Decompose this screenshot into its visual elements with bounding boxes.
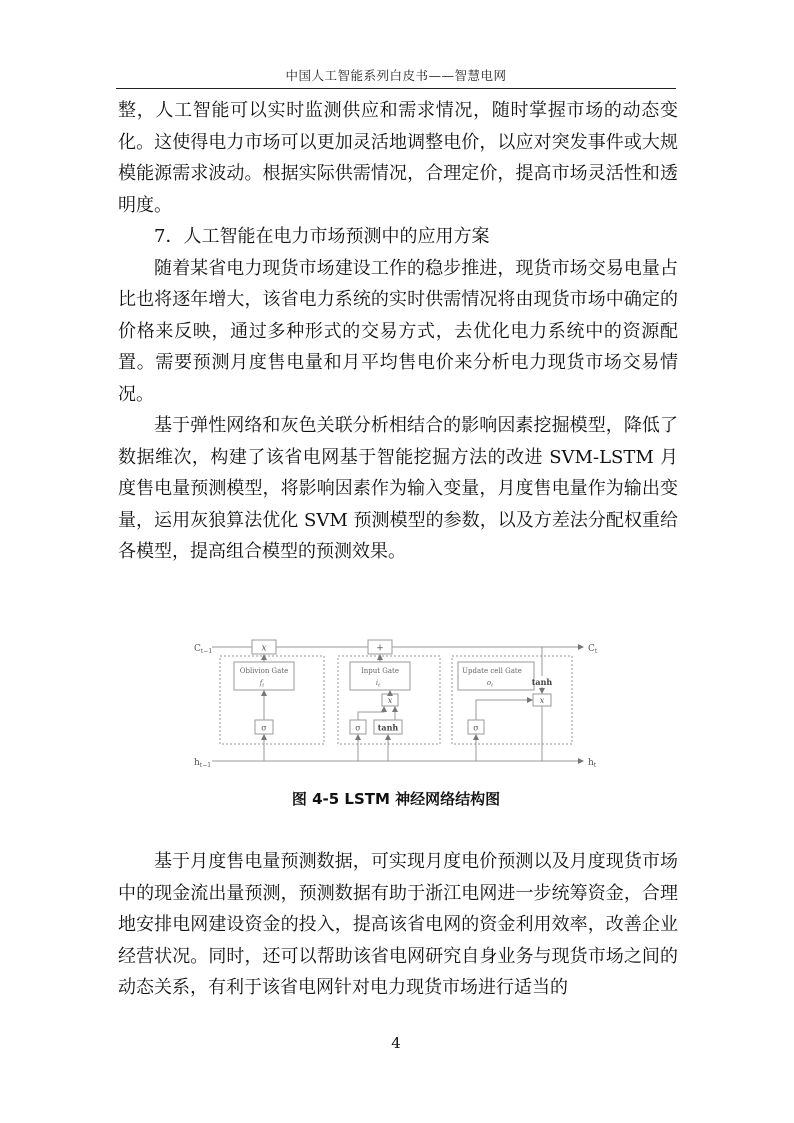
output-mult-symbol: x <box>539 696 545 705</box>
input-var-label: $i_t$ <box>375 679 381 689</box>
update-var-label: $o_t$ <box>486 679 494 689</box>
header-rule <box>116 88 676 89</box>
forget-gate-label: Oblivion Gate <box>239 667 289 675</box>
body-text-top <box>118 95 678 568</box>
input-sigma-label: σ <box>355 723 361 733</box>
output-tanh-label: tanh <box>531 677 553 687</box>
update-gate-label: Update cell Gate <box>462 667 522 675</box>
forget-sigma-label: σ <box>261 723 267 733</box>
forget-mult-symbol: x <box>261 643 267 654</box>
c-prev-label: $C_{t-1}$ <box>194 644 213 655</box>
input-sigma-path <box>358 707 384 720</box>
output-sigma-label: σ <box>473 723 479 733</box>
forget-var-label: $f_t$ <box>259 679 265 689</box>
paragraph: 随着某省电力现货市场建设工作的稳步推进，现货市场交易电量占比也将逐年增大，该省电力系统的实时供需情况将由现货市场中确定的价格来反映，通过多种形式的交易方式，去优化电力系统中的资源配置。需要预测月度售电量和月平均售电价来分析电力现货市场交易情况。 <box>118 257 678 405</box>
output-sigma-path <box>476 700 532 720</box>
running-header: 中国人工智能系列白皮书——智慧电网 <box>285 68 507 83</box>
h-next-label: $h_t$ <box>588 758 597 769</box>
page-number: 4 <box>391 1034 401 1052</box>
paragraph-continuation: 整，人工智能可以实时监测供应和需求情况，随时掌握市场的动态变化。这使得电力市场可以更加灵活地调整电价，以应对突发事件或大规模能源需求波动。根据实际供需情况，合理定价，提高市场灵活性和透明度。 <box>118 100 678 216</box>
input-gate-label: Input Gate <box>360 667 400 675</box>
section-heading: 7．人工智能在电力市场预测中的应用方案 <box>154 226 490 247</box>
paragraph: 基于弹性网络和灰色关联分析相结合的影响因素挖掘模型，降低了数据维次，构建了该省电网基于智能挖掘方法的改进 SVM-LSTM 月度售电量预测模型，将影响因素作为输入变量，月度售电量作为输出变量，运用灰狼算法优化 SVM 预测模型的参数，以及方差法分配权重给各模型，提高组合模型的预测效果。 <box>118 415 678 562</box>
plus-symbol: + <box>376 643 384 654</box>
lstm-diagram <box>190 630 610 778</box>
c-next-label: $C_t$ <box>588 644 598 655</box>
h-prev-label: $h_{t-1}$ <box>194 758 212 769</box>
paragraph: 基于月度售电量预测数据，可实现月度电价预测以及月度现货市场中的现金流出量预测，预测数据有助于浙江电网进一步统筹资金，合理地安排电网建设资金的投入，提高该省电网的资金利用效率，改善企业经营状况。同时，还可以帮助该省电网研究自身业务与现货市场之间的动态关系，有利于该省电网针对电力现货市场进行适当的 <box>118 851 678 998</box>
input-mult-symbol: x <box>387 696 393 705</box>
body-text-bottom <box>118 846 678 1004</box>
figure-caption: 图 4-5 LSTM 神经网络结构图 <box>291 790 501 808</box>
input-tanh-label: tanh <box>377 722 399 733</box>
